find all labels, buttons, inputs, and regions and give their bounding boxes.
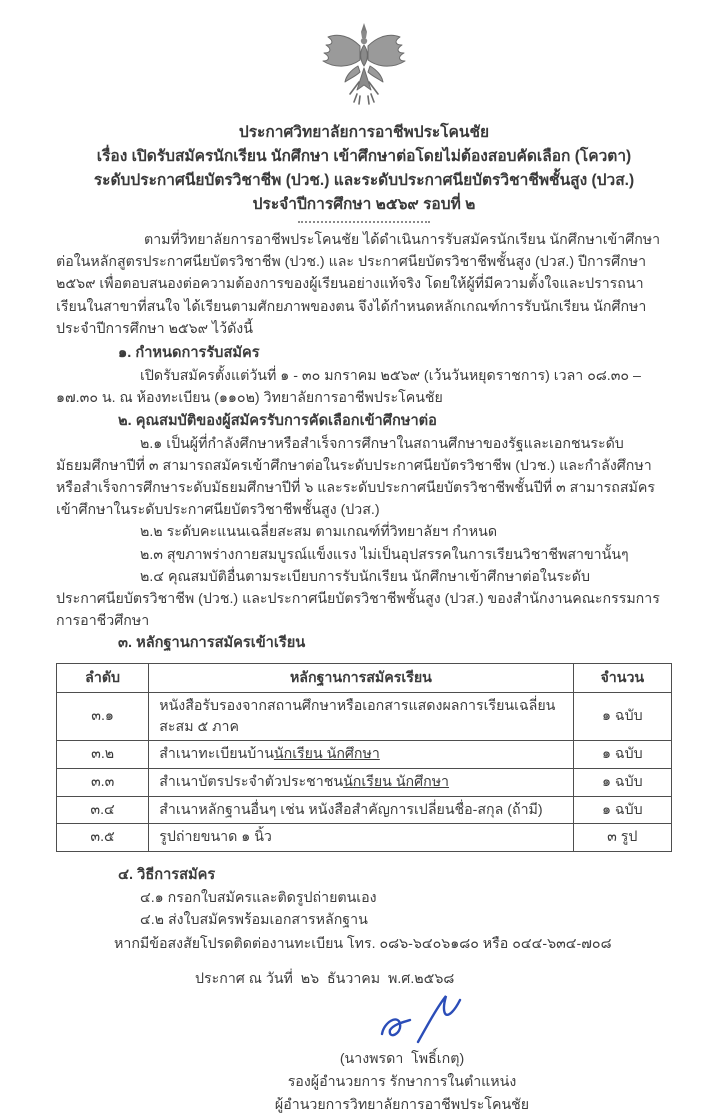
section2-item-3: ๒.๓ สุขภาพร่างกายสมบูรณ์แข็งแรง ไม่เป็นอุปสรรคในการเรียนวิชาชีพสาขานั้นๆ xyxy=(140,546,629,563)
announcement-date: ประกาศ ณ วันที่ ๒๖ ธันวาคม พ.ศ.๒๕๖๘ xyxy=(195,970,455,987)
row-doc xyxy=(149,693,573,741)
row-no: ๓.๓ xyxy=(57,768,149,796)
signatory-block xyxy=(244,1048,560,1117)
table-header-no: ลำดับ xyxy=(57,663,149,693)
row-doc xyxy=(149,824,573,852)
emblem-container xyxy=(56,20,672,117)
row-doc xyxy=(149,741,573,769)
section1-body: เปิดรับสมัครตั้งแต่วันที่ ๑ - ๓๐ มกราคม ๒๕๖๙ (เว้นวันหยุดราชการ) เวลา ๐๘.๓๐ – ๑๗.๓๐ น. ณ ห้องทะเบียน (๑๑๐๒) วิทยาลัยการอาชีพประโคนชัย xyxy=(56,368,641,407)
title-line-3: ระดับประกาศนียบัตรวิชาชีพ (ปวช.) และระดับประกาศนียบัตรวิชาชีพชั้นสูง (ปวส.) xyxy=(93,172,635,190)
contact-info: หากมีข้อสงสัยโปรดติดต่องานทะเบียน โทร. ๐๘๖-๖๔๐๖๑๘๐ หรือ ๐๔๔-๖๓๔-๗๐๘ xyxy=(114,936,612,953)
section4-heading: ๔. วิธีการสมัคร xyxy=(118,866,216,883)
row-doc-text: สำเนาทะเบียนบ้าน xyxy=(159,746,274,763)
table-header-doc: หลักฐานการสมัครเรียน xyxy=(149,663,573,693)
title-line-2: เรื่อง เปิดรับสมัครนักเรียน นักศึกษา เข้าศึกษาต่อโดยไม่ต้องสอบคัดเลือก (โควตา) xyxy=(96,148,632,166)
row-doc-underlined: นักเรียน นักศึกษา xyxy=(273,746,380,763)
section1-heading: ๑. กำหนดการรับสมัคร xyxy=(118,344,260,361)
section4-item-1: ๔.๑ กรอกใบสมัครและติดรูปถ่ายตนเอง xyxy=(140,890,377,907)
table-header-qty: จำนวน xyxy=(573,663,671,693)
row-no: ๓.๔ xyxy=(57,796,149,824)
row-qty: ๑ ฉบับ xyxy=(573,693,671,741)
section2-item-2: ๒.๒ ระดับคะแนนเฉลี่ยสะสม ตามเกณฑ์ที่วิทยาลัยฯ กำหนด xyxy=(140,524,498,541)
signature-icon xyxy=(374,990,470,1048)
table-row xyxy=(57,741,672,769)
intro-paragraph: ตามที่วิทยาลัยการอาชีพประโคนชัย ได้ดำเนินการรับสมัครนักเรียน นักศึกษาเข้าศึกษาต่อในหลักสูตรประกาศนียบัตรวิชาชีพ (ปวช.) และ ประกาศนียบัตรวิชาชีพชั้นสูง (ปวส.) ปีการศึกษา ๒๕๖๙ เพื่อตอบสนองต่อความต้องการของผู้เรียนอย่างแท้จริง โดยให้ผู้ที่มีความตั้งใจและปรารถนาเรียนในสาขาที่สนใจ ได้เรียนตามศักยภาพของตน จึงได้กำหนดหลักเกณฑ์การรับนักเรียน นักศึกษา ประจำปีการศึกษา ๒๕๖๙ ไว้ดังนี้ xyxy=(56,232,661,337)
signatory-position-line2: ผู้อำนวยการวิทยาลัยการอาชีพประโคนชัย xyxy=(274,1096,530,1113)
row-no: ๓.๑ xyxy=(57,693,149,741)
row-qty: ๑ ฉบับ xyxy=(573,741,671,769)
table-row xyxy=(57,796,672,824)
row-doc-underlined: นักเรียน นักศึกษา xyxy=(343,773,450,790)
row-qty: ๓ รูป xyxy=(573,824,671,852)
document-title xyxy=(56,121,672,217)
row-doc-text: สำเนาหลักฐานอื่นๆ เช่น หนังสือสำคัญการเปลี่ยนชื่อ-สกุล (ถ้ามี) xyxy=(159,801,543,818)
table-row xyxy=(57,768,672,796)
row-doc-text: รูปถ่ายขนาด ๑ นิ้ว xyxy=(159,829,272,846)
row-qty: ๑ ฉบับ xyxy=(573,768,671,796)
title-line-4: ประจำปีการศึกษา ๒๕๖๙ รอบที่ ๒ xyxy=(252,196,476,214)
signatory-position-line1: รองผู้อำนวยการ รักษาการในตำแหน่ง xyxy=(287,1073,517,1090)
row-doc xyxy=(149,796,573,824)
row-no: ๓.๒ xyxy=(57,741,149,769)
section4-item-2: ๔.๒ ส่งใบสมัครพร้อมเอกสารหลักฐาน xyxy=(140,912,368,929)
row-doc xyxy=(149,768,573,796)
table-row xyxy=(57,824,672,852)
table-row xyxy=(57,693,672,741)
row-doc-text: หนังสือรับรองจากสถานศึกษาหรือเอกสารแสดงผลการเรียนเฉลี่ยนสะสม ๕ ภาค xyxy=(159,698,556,735)
section2-item-4: ๒.๔ คุณสมบัติอื่นตามระเบียบการรับนักเรียน นักศึกษาเข้าศึกษาต่อในระดับประกาศนียบัตรวิชาชีพ (ปวช.) และประกาศนียบัตรวิชาชีพชั้นสูง (ปวส.) ของสำนักงานคณะกรรมการการอาชีวศึกษา xyxy=(56,568,660,630)
dotted-divider xyxy=(298,220,430,223)
section3-heading: ๓. หลักฐานการสมัครเข้าเรียน xyxy=(118,635,306,652)
section2-heading: ๒. คุณสมบัติของผู้สมัครรับการคัดเลือกเข้าศึกษาต่อ xyxy=(118,412,437,429)
signatory-name: (นางพรดา โพธิ์เกตุ) xyxy=(339,1050,465,1067)
documents-table xyxy=(56,663,672,852)
row-doc-text: สำเนาบัตรประจำตัวประชาชน xyxy=(159,773,344,790)
row-qty: ๑ ฉบับ xyxy=(573,796,671,824)
title-line-1: ประกาศวิทยาลัยการอาชีพประโคนชัย xyxy=(238,124,490,141)
section2-item-1: ๒.๑ เป็นผู้ที่กำลังศึกษาหรือสำเร็จการศึกษาในสถานศึกษาของรัฐและเอกชนระดับมัธยมศึกษาปีที่ ๓ สามารถสมัครเข้าศึกษาต่อในระดับประกาศนียบัตรวิชาชีพ (ปวช.) และกำลังศึกษาหรือสำเร็จการศึกษาระดับมัธยมศึกษาปีที่ ๖ และระดับประกาศนียบัตรวิชาชีพชั้นปีที่ ๓ สามารถสมัครเข้าศึกษาในระดับประกาศนียบัตรวิชาชีพชั้นสูง (ปวส.) xyxy=(56,435,655,519)
garuda-emblem-icon xyxy=(314,20,414,112)
row-no: ๓.๕ xyxy=(57,824,149,852)
table-header-row xyxy=(57,663,672,693)
